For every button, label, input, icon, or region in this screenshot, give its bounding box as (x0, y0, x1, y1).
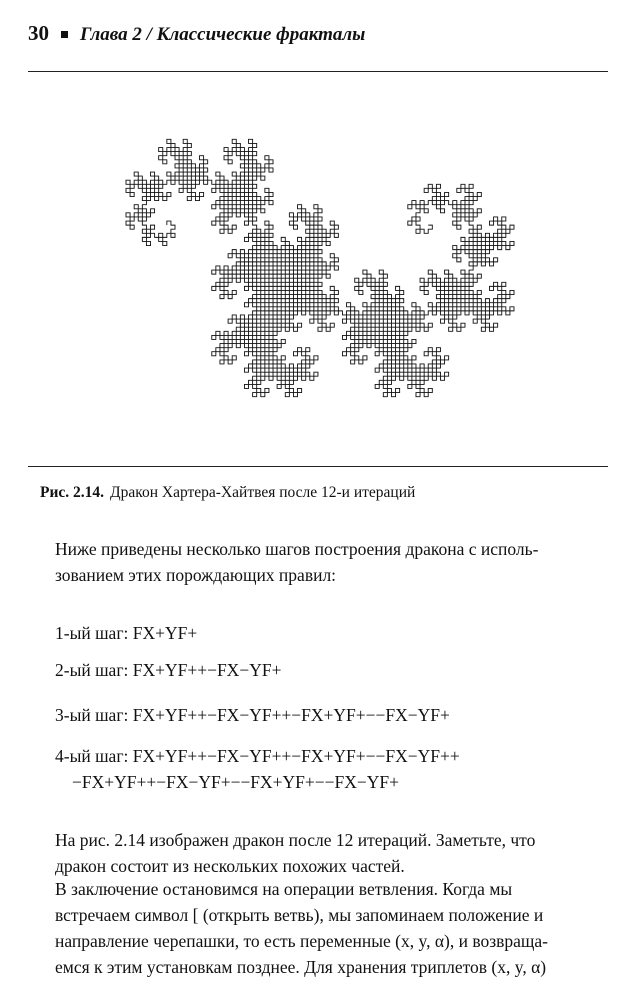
header-bullet (61, 31, 68, 38)
figure-dragon-curve (120, 78, 520, 458)
step-1-rule: FX+YF+ (132, 623, 198, 643)
step-3-label: 3-ый шаг: (55, 705, 129, 725)
step-4-continuation: −FX+YF++−FX−YF+−−FX+YF+−−FX−YF+ (72, 772, 400, 792)
paragraph-branching (55, 876, 605, 980)
p2-line-2: дракон состоит из нескольких похожих частей. (55, 856, 405, 876)
p3-line-1: В заключение остановимся на операции ветвления. Когда мы (55, 879, 513, 899)
step-3-rule: FX+YF++−FX−YF++−FX+YF+−−FX−YF+ (132, 705, 450, 725)
step-4-label: 4-ый шаг: (55, 746, 129, 766)
p3-line-3: направление черепашки, то есть переменные (x, y, α), и возвраща- (55, 931, 548, 951)
dragon-curve-image (120, 78, 520, 458)
paragraph-figure-ref (55, 827, 605, 879)
p3-line-2: встречаем символ [ (открыть ветвь), мы запоминаем положение и (55, 905, 544, 925)
step-4 (55, 743, 605, 769)
bottom-rule (28, 466, 608, 467)
step-1-label: 1-ый шаг: (55, 623, 129, 643)
step-2-label: 2-ый шаг: (55, 660, 129, 680)
page-header (28, 18, 608, 48)
intro-line-2: зованием этих порождающих правил: (55, 565, 337, 585)
step-1 (55, 620, 605, 646)
running-title: Глава 2 / Классические фракталы (80, 24, 366, 45)
top-rule (28, 71, 608, 72)
step-2 (55, 657, 605, 683)
intro-paragraph (55, 536, 605, 588)
figure-caption (40, 483, 610, 503)
intro-line-1: Ниже приведены несколько шагов построения дракона с исполь- (55, 539, 539, 559)
p2-line-1: На рис. 2.14 изображен дракон после 12 итераций. Заметьте, что (55, 830, 536, 850)
page-number: 30 (28, 21, 49, 45)
p3-line-4: емся к этим установкам позднее. Для хранения триплетов (x, y, α) (55, 957, 547, 977)
dragon-curve-path (126, 139, 514, 396)
step-4-rule: FX+YF++−FX−YF++−FX+YF+−−FX−YF++ (132, 746, 460, 766)
caption-text: Дракон Хартера-Хайтвея после 12-и итераций (110, 484, 416, 501)
step-2-rule: FX+YF++−FX−YF+ (132, 660, 282, 680)
step-3 (55, 702, 605, 728)
caption-label: Рис. 2.14. (40, 484, 105, 501)
